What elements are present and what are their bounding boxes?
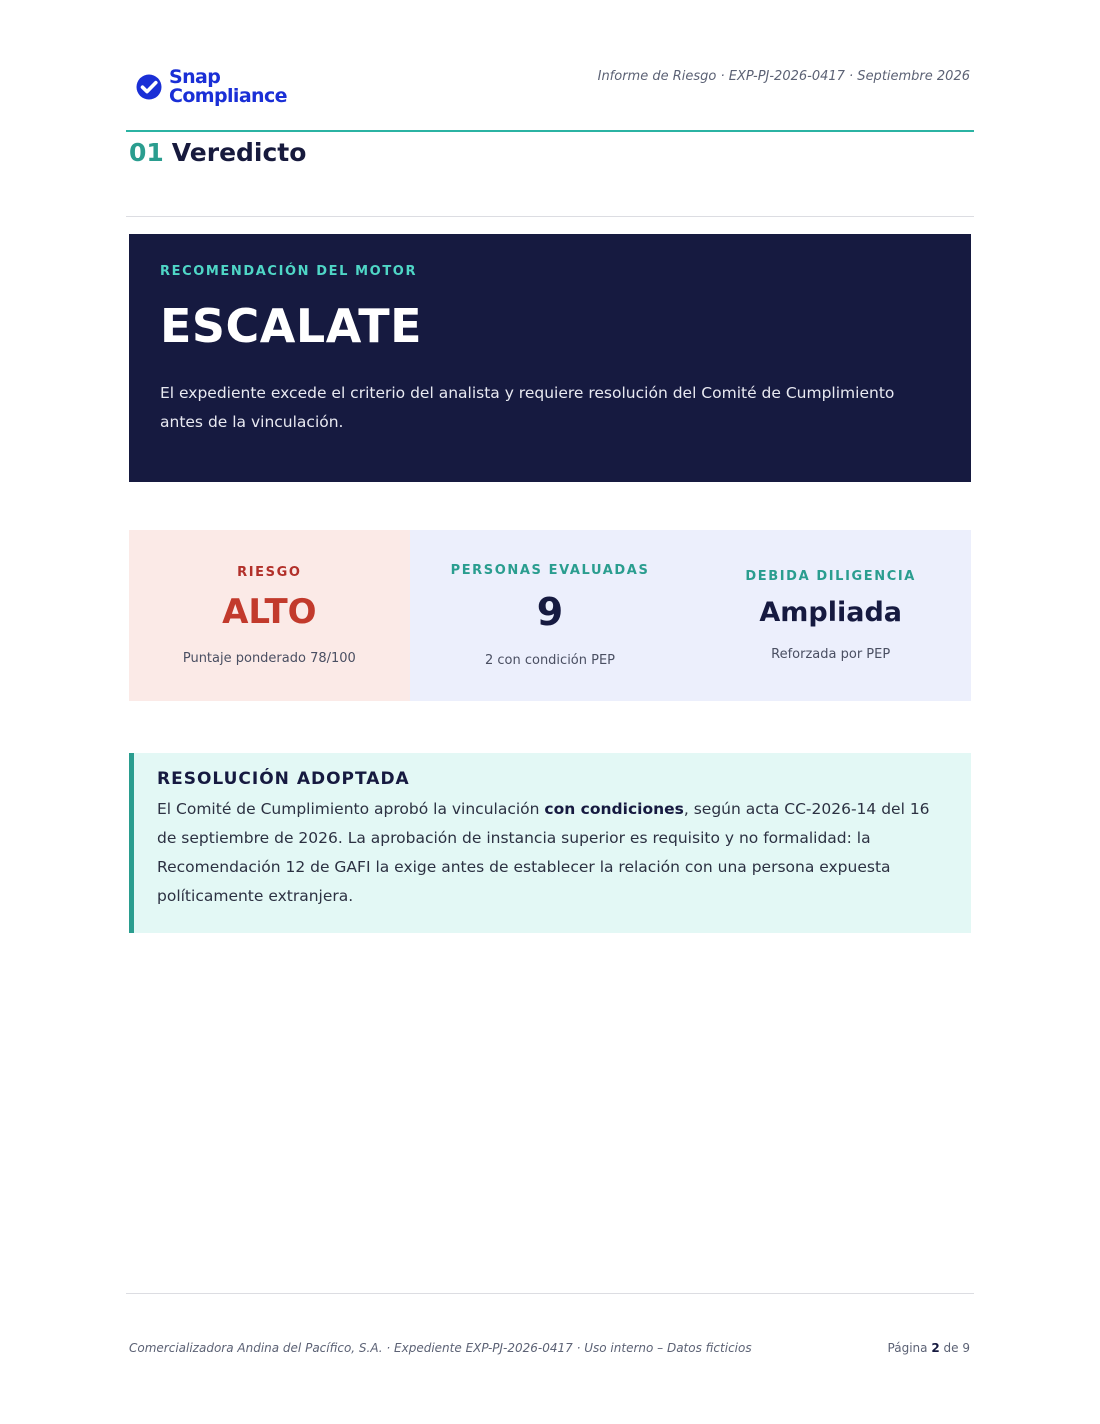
header-divider <box>126 130 974 132</box>
page-indicator <box>888 1341 970 1355</box>
resolution-body-bold: con condiciones <box>544 800 684 818</box>
section-divider <box>126 216 974 217</box>
verdict-description: El expediente excede el criterio del analista y requiere resolución del Comité de Cumplimiento antes de la vinculación. <box>160 384 895 431</box>
stat-diligence <box>690 530 971 701</box>
stat-risk-value: ALTO <box>222 591 317 632</box>
page-prefix: Página <box>887 1341 928 1355</box>
stat-risk <box>129 530 410 701</box>
stat-people-value: 9 <box>536 589 564 634</box>
resolution-body-post: , según acta CC-2026-14 del 16 de septiembre de 2026. La aprobación de instancia superior es requisito y no formalidad: la Recomendación 12 de GAFI la exige antes de establecer la relación con una persona expuesta políticamente extranjera. <box>157 800 930 905</box>
footer-document-info: Comercializadora Andina del Pacífico, S.A. · Expediente EXP-PJ-2026-0417 · Uso interno – Datos ficticios <box>129 1341 752 1355</box>
report-header-meta: Informe de Riesgo · EXP-PJ-2026-0417 · Septiembre 2026 <box>597 69 970 84</box>
logo-line-1: Snap <box>169 66 221 88</box>
section-heading <box>129 138 306 167</box>
page-total: 9 <box>962 1341 970 1355</box>
footer-divider <box>126 1293 974 1294</box>
stats-panel <box>129 530 971 701</box>
page-of: de <box>943 1341 959 1355</box>
page-current: 2 <box>931 1341 940 1355</box>
stat-risk-sub: Puntaje ponderado 78/100 <box>182 651 356 667</box>
check-badge-icon <box>135 73 163 101</box>
resolution-callout <box>129 753 971 933</box>
stat-people <box>410 530 691 701</box>
verdict-card <box>129 234 971 482</box>
stat-diligence-label: DEBIDA DILIGENCIA <box>745 568 916 584</box>
stat-risk-label: RIESGO <box>237 564 302 580</box>
resolution-title: RESOLUCIÓN ADOPTADA <box>157 769 410 789</box>
section-number: 01 <box>129 138 164 167</box>
section-title: Veredicto <box>171 138 307 167</box>
logo-wordmark <box>169 68 287 106</box>
snap-compliance-logo <box>135 68 287 106</box>
verdict-eyebrow: RECOMENDACIÓN DEL MOTOR <box>160 264 418 279</box>
logo-line-2: Compliance <box>169 85 287 107</box>
resolution-body-pre: El Comité de Cumplimiento aprobó la vinculación <box>157 800 545 818</box>
stat-diligence-value: Ampliada <box>759 596 902 628</box>
verdict-title: ESCALATE <box>160 299 423 353</box>
stat-people-sub: 2 con condición PEP <box>484 653 616 669</box>
resolution-body <box>157 795 943 911</box>
stat-diligence-sub: Reforzada por PEP <box>771 647 891 663</box>
stat-people-label: PERSONAS EVALUADAS <box>450 562 650 578</box>
